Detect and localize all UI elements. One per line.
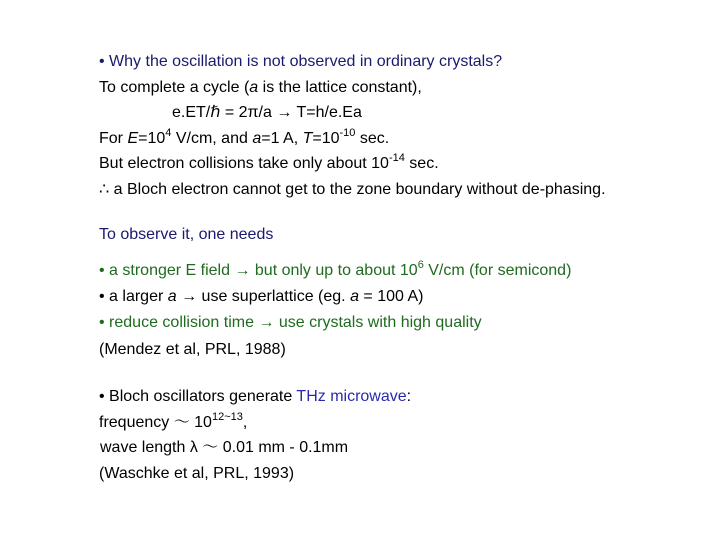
wavelength-line: wave length λ ～ 0.01 mm - 0.1mm [100, 439, 349, 456]
t-var: T [302, 130, 313, 147]
item1-sup: 6 [417, 259, 424, 271]
thz-highlight: THz microwave [296, 388, 407, 405]
conclusion-line: ∴ a Bloch electron cannot get to the zone boundary without de-phasing. [99, 181, 606, 198]
cycle-line [99, 78, 422, 98]
thz-text-b: : [406, 388, 412, 405]
collision-sup: -14 [388, 152, 405, 164]
equation-line: e.ET/ℏ = 2π/a → T=h/e.Ea [172, 104, 362, 121]
thz-bullet [99, 387, 411, 407]
values-text-d: =1 A, [261, 130, 303, 147]
collision-text-b: sec. [404, 155, 439, 172]
values-text-e: =10 [312, 130, 340, 147]
cycle-text-a: To complete a cycle ( [99, 79, 250, 96]
thz-text-a: • Bloch oscillators generate [99, 388, 297, 405]
item2-var: a [167, 288, 177, 305]
values-text-c: V/cm, and [171, 130, 253, 147]
mendez-reference: (Mendez et al, PRL, 1988) [99, 341, 286, 358]
item-stronger-field [99, 261, 571, 281]
frequency-line [99, 413, 247, 433]
freq-sup: 12~13 [211, 411, 243, 423]
item2-text-b: → use superlattice (eg. [176, 288, 351, 305]
lattice-var: a [249, 79, 259, 96]
values-text-b: =10 [138, 130, 166, 147]
values-sup-2: -10 [339, 127, 356, 139]
item-larger-a [99, 287, 423, 307]
waschke-reference: (Waschke et al, PRL, 1993) [99, 465, 295, 482]
question-line: • Why the oscillation is not observed in ordinary crystals? [99, 53, 503, 70]
values-text-f: sec. [355, 130, 390, 147]
item1-text-b: V/cm (for semicond) [423, 262, 572, 279]
freq-text-b: , [242, 414, 248, 431]
observe-heading: To observe it, one needs [99, 226, 274, 243]
e-var: E [127, 130, 139, 147]
cycle-text-b: is the lattice constant), [258, 79, 422, 96]
values-line [99, 129, 389, 149]
item2-var2: a [350, 288, 359, 305]
item2-text-c: = 100 A) [358, 288, 424, 305]
item-reduce-collision: • reduce collision time → use crystals with high quality [99, 314, 482, 331]
collision-text-a: But electron collisions take only about 10 [99, 155, 389, 172]
values-sup-1: 4 [165, 127, 172, 139]
values-text-a: For [99, 130, 128, 147]
freq-text-a: frequency ～ 10 [99, 414, 212, 431]
item1-text-a: • a stronger E field → but only up to about 10 [99, 262, 418, 279]
item2-text-a: • a larger [99, 288, 168, 305]
a-var: a [252, 130, 262, 147]
collision-line [99, 154, 439, 174]
